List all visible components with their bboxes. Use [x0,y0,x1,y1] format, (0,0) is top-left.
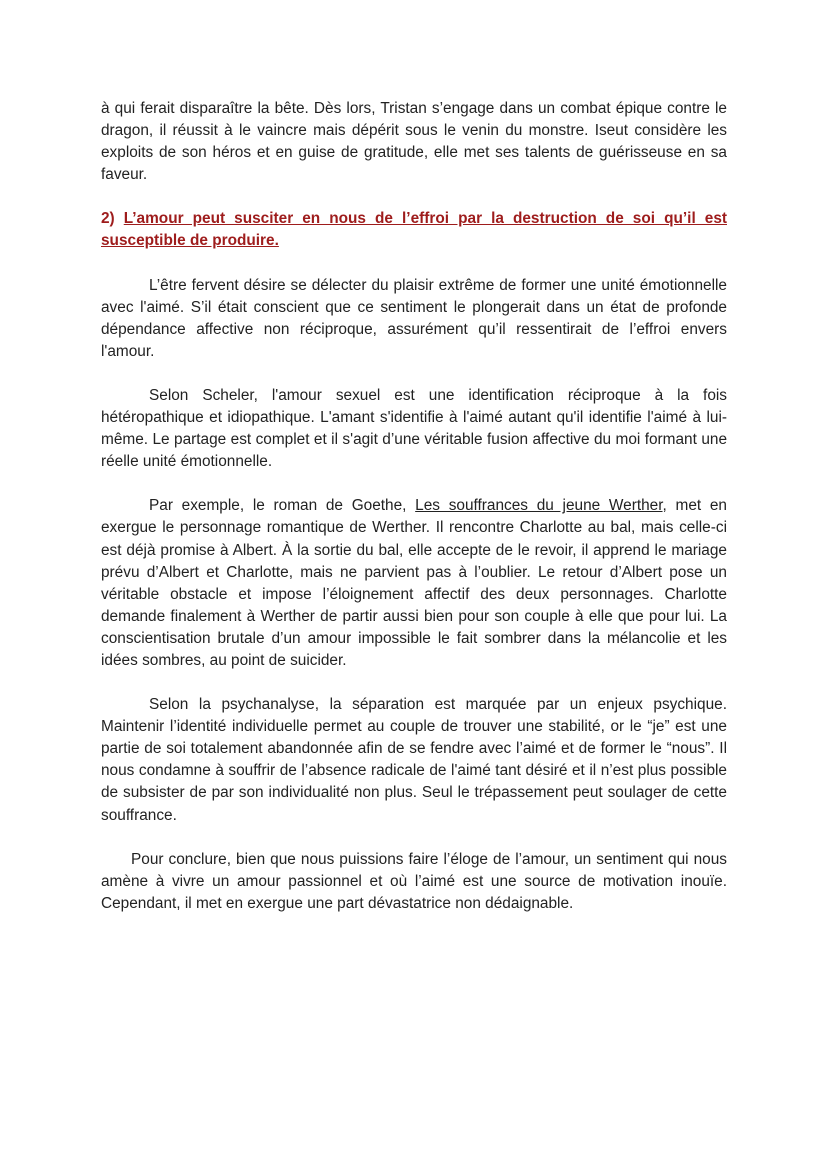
spacer [101,363,727,385]
paragraph-goethe-intro: Par exemple, le roman de Goethe, [149,497,416,515]
paragraph-tristan-end: à qui ferait disparaître la bête. Dès lors, Tristan s’engage dans un combat épique contre le dragon, il réussit à le vaincre mais dépérit sous le venin du monstre. Iseut considère les exploits de son héros et en guise de gratitude, elle met ses talents de guérisseuse en sa faveur. [101,100,727,184]
heading-number: 2) [101,210,115,228]
spacer [101,827,727,849]
paragraph-scheler: Selon Scheler, l'amour sexuel est une identification réciproque à la fois hétéropathique et idiopathique. L'amant s'identifie à l'aimé autant qu'il identifie l'aimé à lui-même. Le partage est complet et il s'agit d’une véritable fusion affective du moi formant une réelle unité émotionnelle. [101,386,727,471]
paragraph-conclusion: Pour conclure, bien que nous puissions faire l’éloge de l’amour, un sentiment qui nous amène à vivre un amour passionnel et où l’aimé est une source de motivation inouïe. Cependant, il met en exergue une part dévastatrice non dédaignable. [101,850,727,912]
heading-text: L’amour peut susciter en nous de l’effroi par la destruction de soi qu’il est susceptible de produire. [101,210,727,250]
document-page [101,98,727,915]
spacer [101,672,727,694]
paragraph-etre-fervent: L’être fervent désire se délecter du plaisir extrême de former une unité émotionnelle avec l'aimé. S’il était conscient que ce sentiment le plongerait dans un état de profonde dépendance affective non réciproque, assurément qu’il ressentirait de l’effroi envers l'amour. [101,276,727,360]
spacer [101,253,727,275]
section-heading-2 [101,208,727,252]
paragraph-psychanalyse: Selon la psychanalyse, la séparation est marquée par un enjeux psychique. Maintenir l’identité individuelle permet au couple de trouver une stabilité, or le “je” est une partie de soi totalement abandonnée afin de se fendre avec l’aimé et de former le “nous”. Il nous condamne à souffrir de l’absence radicale de l'aimé tant désiré et il n’est plus possible de subsister de par son individualité non plus. Seul le trépassement peut soulager de cette souffrance. [101,696,727,824]
book-title-werther: Les souffrances du jeune Werther [415,497,663,515]
paragraph-goethe-body: , met en exergue le personnage romantique de Werther. Il rencontre Charlotte au bal, mais celle-ci est déjà promise à Albert. À la sortie du bal, elle accepte de le revoir, il apprend le mariage prévu d’Albert et Charlotte, mais ne parvient pas à l’oublier. Le retour d’Albert pose un véritable obstacle et impose l’éloignement affectif des deux personnages. Charlotte demande finalement à Werther de partir aussi bien pour son couple à elle que pour lui. La conscientisation brutale d’un amour impossible le fait sombrer dans la mélancolie et les idées sombres, au point de suicider. [101,497,727,669]
spacer [101,186,727,208]
paragraph-goethe-werther [101,495,727,672]
spacer [101,473,727,495]
